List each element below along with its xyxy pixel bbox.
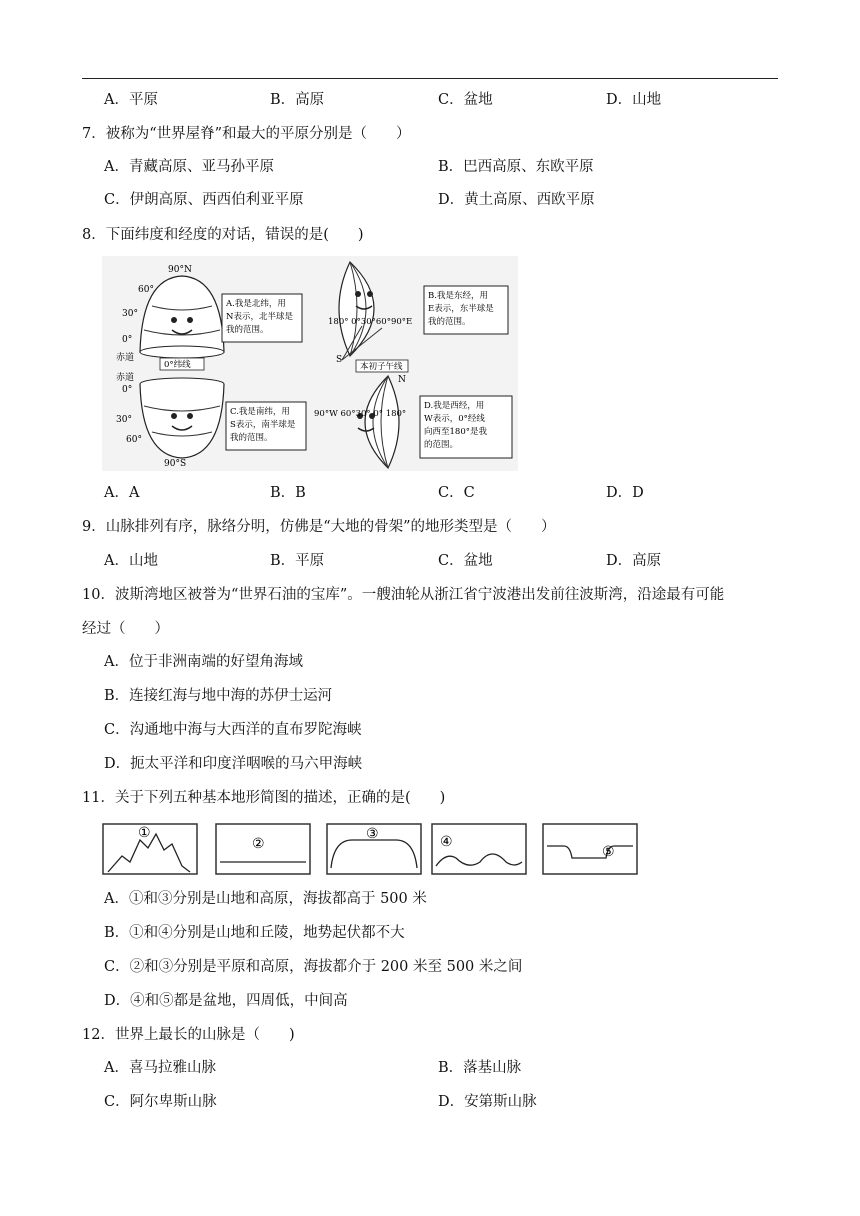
bubble-a-line1: A.我是北纬，用: [226, 299, 286, 309]
equator-tag: 0°纬线: [164, 360, 191, 370]
q9-stem: 9．山脉排列有序，脉络分明，仿佛是“大地的骨架”的地形类型是（ ）: [82, 519, 556, 535]
bubble-d-line4: 的范围。: [424, 440, 459, 450]
landform-label-2: ②: [252, 836, 265, 852]
q7-stem: 7．被称为“世界屋脊”和最大的平原分别是（ ）: [82, 126, 411, 142]
east-s-label: S: [336, 355, 343, 365]
q10-option-d: D．扼太平洋和印度洋咽喉的马六甲海峡: [104, 756, 363, 772]
q11-option-d: D．④和⑤都是盆地，四周低，中间高: [104, 993, 348, 1009]
q8-latitude-longitude-figure: [102, 256, 518, 471]
bubble-d-line3: 向西至180°是我: [424, 427, 487, 437]
bubble-d-line2: W表示，0°经线: [424, 414, 485, 424]
header-rule: [82, 78, 778, 79]
bubble-a-line2: N表示，北半球是: [226, 312, 293, 322]
q11-landform-figure: [102, 822, 640, 876]
q12-option-d: D．安第斯山脉: [438, 1094, 537, 1110]
north-0-label: 0°: [122, 335, 133, 345]
landform-mountain-panel: [103, 824, 197, 874]
bubble-b-line3: 我的范围。: [428, 317, 471, 327]
bubble-b-line2: E表示，东半球是: [428, 304, 494, 314]
q8-option-c: C．C: [438, 485, 475, 501]
south-60-label: 60°: [126, 435, 142, 445]
q7-option-b: B．巴西高原、东欧平原: [438, 159, 594, 175]
q6-option-d: D．山地: [606, 92, 662, 108]
bubble-a-line3: 我的范围。: [226, 325, 269, 335]
landform-label-1: ①: [138, 825, 151, 841]
q9-option-b: B．平原: [270, 553, 325, 569]
q10-stem-line1: 10．波斯湾地区被誉为“世界石油的宝库”。一艘油轮从浙江省宁波港出发前往波斯湾，沿途最有可能: [82, 587, 725, 603]
west-n-label: N: [398, 375, 406, 385]
bubble-b-line1: B.我是东经，用: [428, 291, 488, 301]
q9-option-a: A．山地: [104, 553, 158, 569]
landform-hills-panel: [432, 824, 526, 874]
equator-top-label: 赤道: [116, 353, 135, 363]
q7-option-c: C．伊朗高原、西西伯利亚平原: [104, 192, 304, 208]
landform-label-3: ③: [366, 826, 379, 842]
landform-basin-panel: [543, 824, 637, 874]
landform-label-5: ⑤: [602, 844, 615, 860]
q8-stem: 8．下面纬度和经度的对话，错误的是( ): [82, 227, 364, 243]
q12-option-b: B．落基山脉: [438, 1060, 522, 1076]
q9-option-c: C．盆地: [438, 553, 493, 569]
landform-label-4: ④: [440, 834, 453, 850]
bubble-c-line2: S表示，南半球是: [230, 420, 296, 430]
q12-stem: 12．世界上最长的山脉是（ ): [82, 1027, 295, 1043]
q6-option-c: C．盆地: [438, 92, 493, 108]
q11-option-c: C．②和③分别是平原和高原，海拔都介于 200 米至 500 米之间: [104, 959, 523, 975]
equator-bottom-label: 赤道: [116, 373, 135, 383]
q10-option-c: C．沟通地中海与大西洋的直布罗陀海峡: [104, 722, 362, 738]
south-30-label: 30°: [116, 415, 132, 425]
q7-option-d: D．黄土高原、西欧平原: [438, 192, 595, 208]
q10-stem-line2: 经过（ ）: [82, 621, 169, 637]
q8-option-b: B．B: [270, 485, 306, 501]
north-30-label: 30°: [122, 309, 138, 319]
south-90-label: 90°S: [164, 459, 187, 469]
q11-option-b: B．①和④分别是山地和丘陵，地势起伏都不大: [104, 925, 405, 941]
q9-option-d: D．高原: [606, 553, 662, 569]
east-axis-label: 180° 0°30°60°90°E: [328, 317, 413, 327]
bubble-c-line3: 我的范围。: [230, 433, 273, 443]
q8-option-a: A．A: [104, 485, 140, 501]
bubble-d-line1: D.我是西经，用: [424, 401, 485, 411]
q11-option-a: A．①和③分别是山地和高原，海拔都高于 500 米: [104, 891, 427, 907]
q6-option-a: A．平原: [104, 92, 158, 108]
prime-meridian-tag: 本初子午线: [360, 362, 403, 372]
north-90-label: 90°N: [168, 265, 192, 275]
landform-plateau-panel: [327, 824, 421, 874]
q6-option-b: B．高原: [270, 92, 325, 108]
north-60-label: 60°: [138, 285, 154, 295]
bubble-c-line1: C.我是南纬，用: [230, 407, 290, 417]
q12-option-c: C．阿尔卑斯山脉: [104, 1094, 217, 1110]
west-axis-label: 90°W 60°30° 0° 180°: [314, 409, 407, 419]
q10-option-a: A．位于非洲南端的好望角海域: [104, 654, 303, 670]
q12-option-a: A．喜马拉雅山脉: [104, 1060, 216, 1076]
q11-stem: 11．关于下列五种基本地形简图的描述，正确的是( ): [82, 790, 446, 806]
q7-option-a: A．青藏高原、亚马孙平原: [104, 159, 274, 175]
q8-option-d: D．D: [606, 485, 644, 501]
landform-plain-panel: [216, 824, 310, 874]
q10-option-b: B．连接红海与地中海的苏伊士运河: [104, 688, 333, 704]
south-0-label: 0°: [122, 385, 133, 395]
